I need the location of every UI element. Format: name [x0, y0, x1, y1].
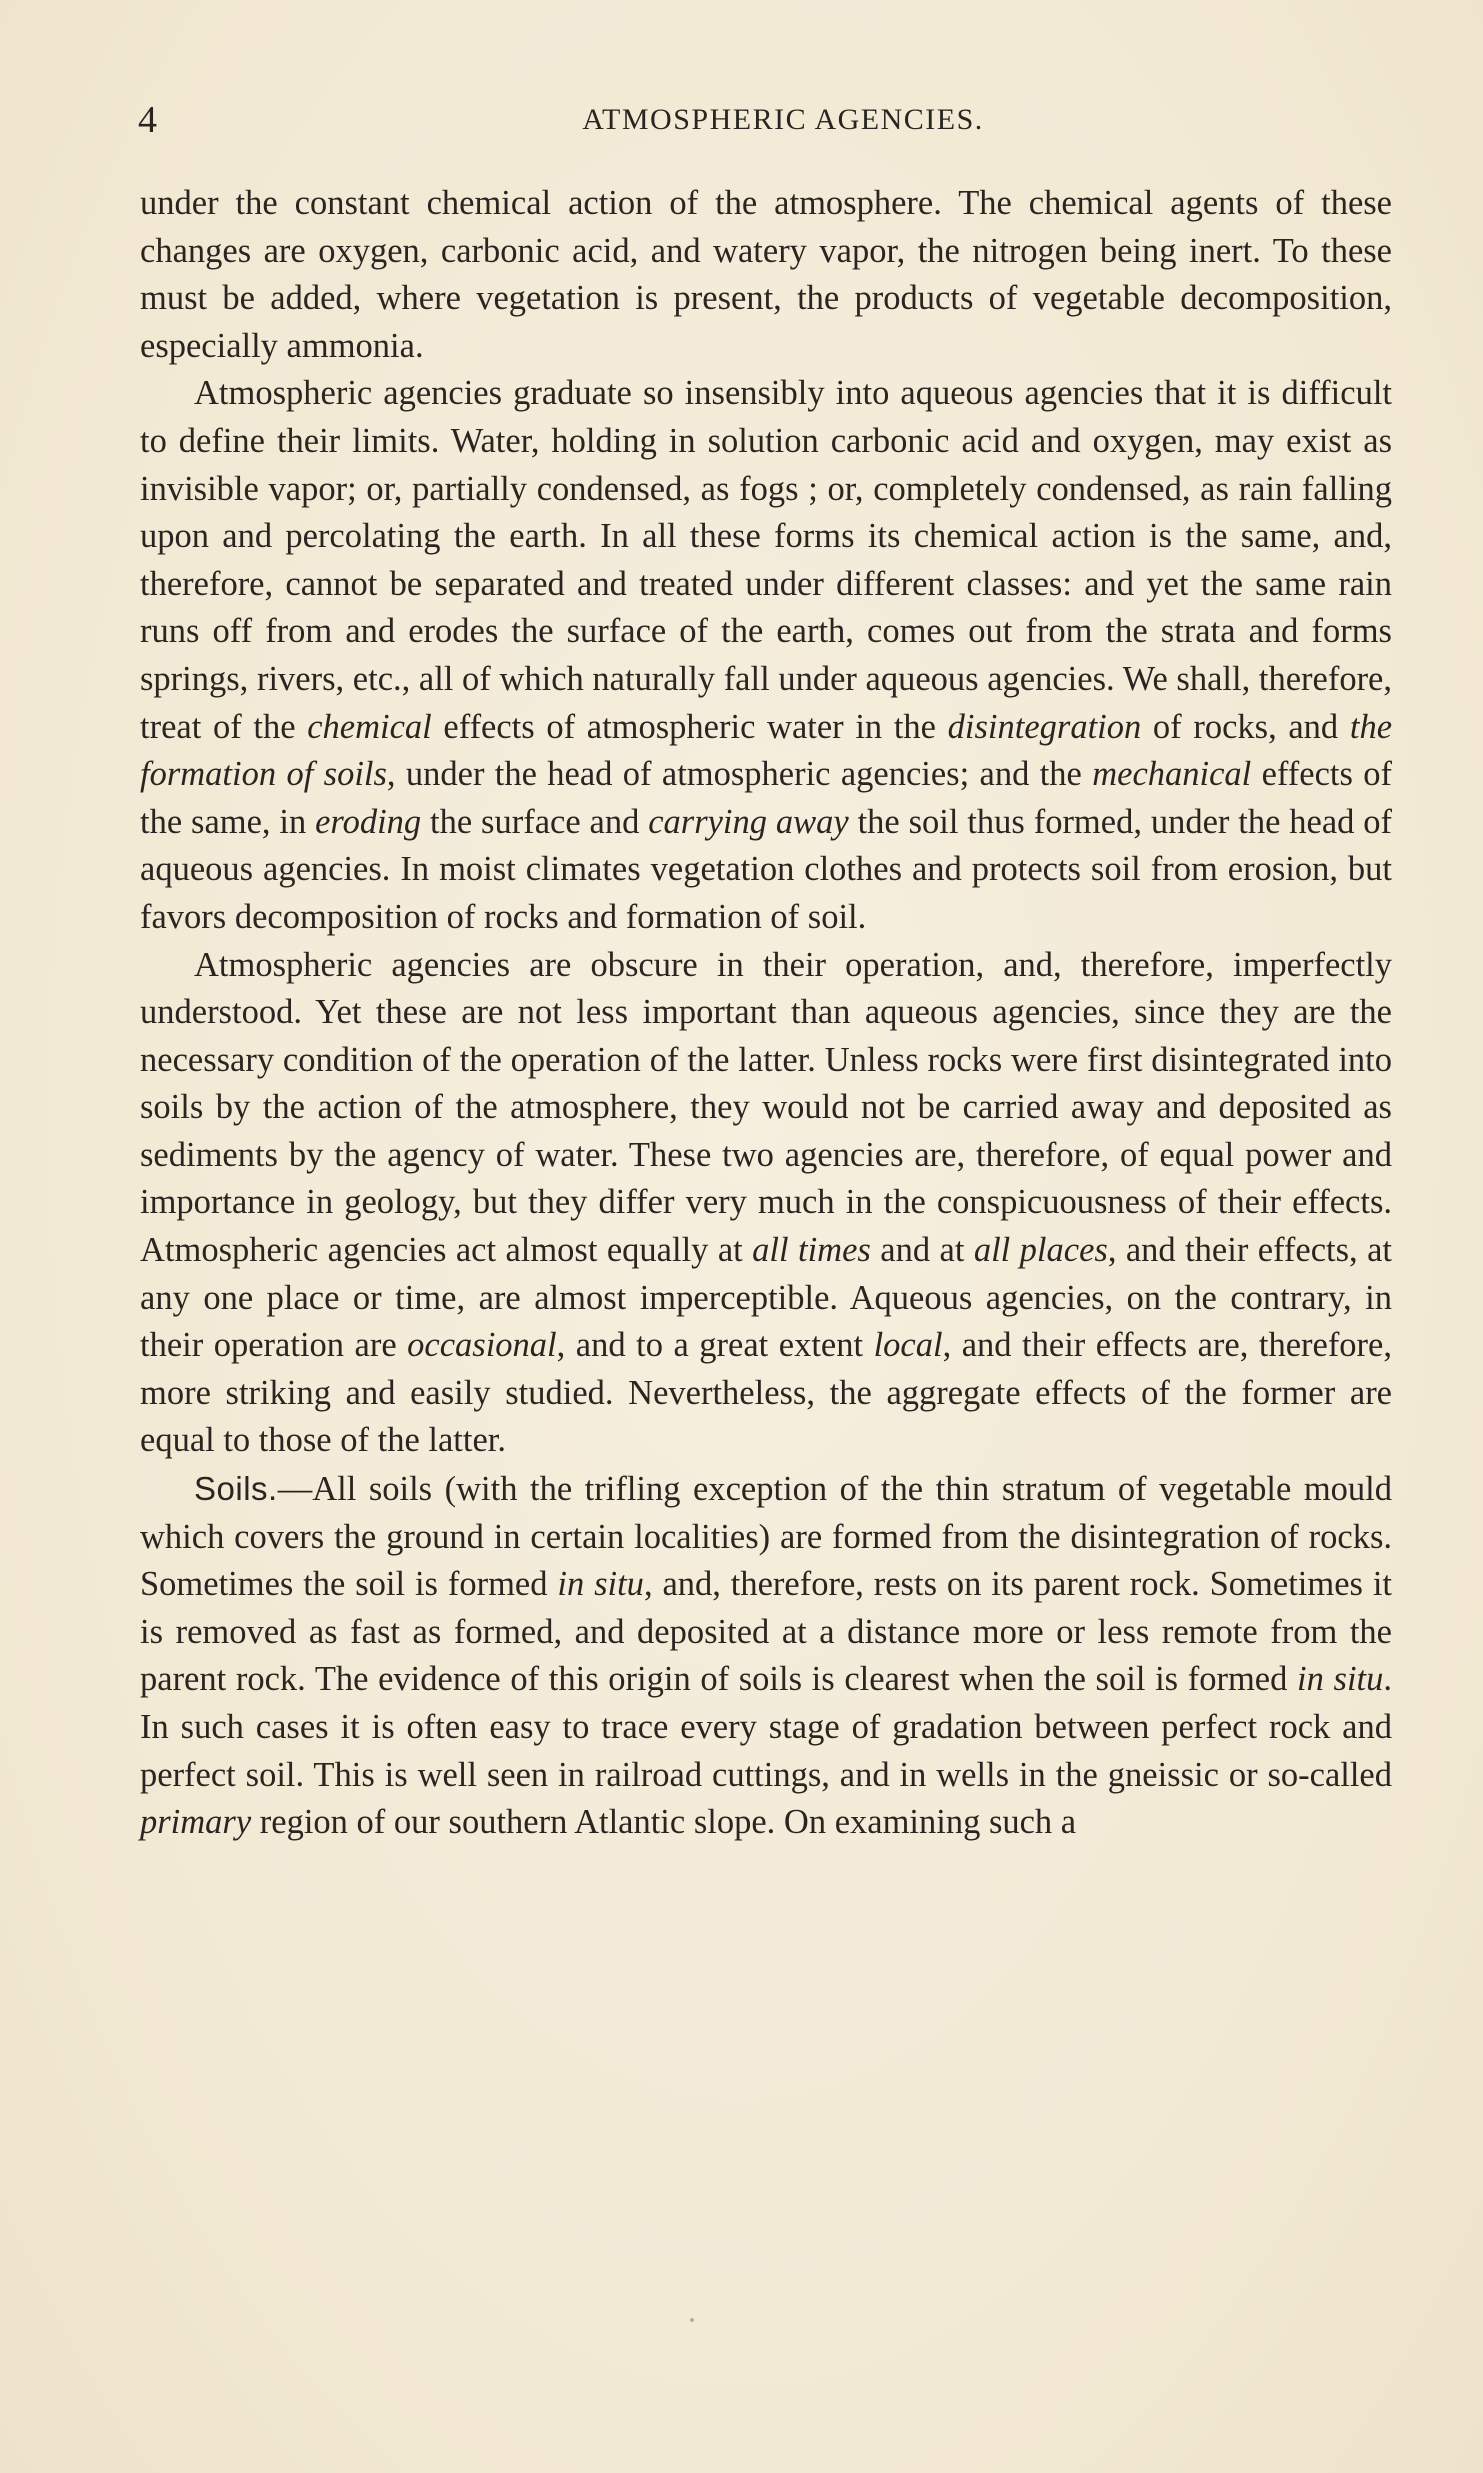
text-run: of rocks, and	[1141, 707, 1350, 746]
paragraph-1	[140, 180, 1392, 370]
emphasis: chemical	[307, 707, 432, 746]
emphasis: mechanical	[1092, 755, 1252, 794]
emphasis: carrying away	[648, 802, 849, 841]
emphasis: the formation of soils	[140, 707, 1393, 794]
running-title: ATMOSPHERIC AGENCIES.	[582, 103, 984, 136]
emphasis: in situ	[557, 1565, 644, 1604]
running-head	[138, 98, 1398, 142]
text-run: , under the head of atmospheric agencies; and the	[386, 755, 1093, 794]
emphasis: all places	[973, 1231, 1108, 1270]
text-run: , and to a great extent	[556, 1326, 874, 1365]
emphasis: primary	[140, 1803, 252, 1842]
section-heading: Soils.	[194, 1470, 278, 1508]
text-run: Atmospheric agencies are obscure in their operation, and, therefore, imperfectly understood. Yet these are not less important than aqueous agencies, since they are the necessary condition of the operation of the latter. Unless rocks were first disintegrated into soils by the action of the atmosphere, they would not be carried away and deposited as sediments by the agency of water. These two agencies are, therefore, of equal power and importance in geology, but they differ very much in the conspicuousness of their effects. Atmospheric agencies act almost equally at	[140, 945, 1392, 1270]
text-run: effects of the same, in	[140, 755, 1392, 841]
emphasis: in situ	[1297, 1660, 1384, 1699]
text-run: , and their effects, at any one place or time, are almost imperceptible. Aqueous agencies, on the contrary, in their operation are	[140, 1231, 1392, 1365]
text-run: . In such cases it is often easy to trace every stage of gradation between perfect rock and perfect soil. This is well seen in railroad cuttings, and in wells in the gneissic or so-called	[140, 1660, 1392, 1794]
paper-speck	[690, 2318, 694, 2322]
text-run: the soil thus formed, under the head of aqueous agencies. In moist climates vegetation clothes and protects soil from erosion, but favors decomposition of rocks and formation of soil.	[140, 802, 1392, 936]
emphasis: disintegration	[947, 707, 1142, 746]
text-run: effects of atmospheric water in the	[431, 707, 948, 746]
text-run: Atmospheric agencies graduate so insensibly into aqueous agencies that it is difficult to define their limits. Water, holding in solution carbonic acid and oxygen, may exist as invisible vapor; or, partially condensed, as fogs ; or, completely condensed, as rain falling upon and percolating the earth. In all these forms its chemical action is the same, and, therefore, cannot be separated and treated under different classes: and yet the same rain runs off from and erodes the surface of the earth, comes out from the strata and forms springs, rivers, etc., all of which naturally fall under aqueous agencies. We shall, therefore, treat of the	[140, 374, 1392, 746]
text-run: , and their effects are, therefore, more striking and easily studied. Nevertheless, the aggregate effects of the former are equal to those of the latter.	[140, 1326, 1392, 1460]
page-number: 4	[138, 99, 157, 141]
text-run: and at	[870, 1231, 974, 1270]
text-run: under the constant chemical action of the atmosphere. The chemical agents of these changes are oxygen, carbonic acid, and watery vapor, the nitrogen being inert. To these must be added, where vegetation is present, the products of vegetable decomposition, especially ammonia.	[140, 184, 1392, 365]
text-run: region of our southern Atlantic slope. On examining such a	[251, 1803, 1077, 1842]
paragraph-soils	[140, 1465, 1392, 1847]
emphasis: local	[873, 1326, 943, 1365]
body-text	[140, 180, 1392, 1847]
text-run: —All soils (with the trifling exception of the thin stratum of vegetable mould which covers the ground in certain localities) are formed from the disintegration of rocks. Sometimes the soil is formed	[140, 1470, 1392, 1604]
paragraph-3	[140, 942, 1392, 1466]
emphasis: all times	[752, 1231, 871, 1270]
emphasis: eroding	[315, 802, 422, 841]
text-run: , and, therefore, rests on its parent rock. Sometimes it is removed as fast as formed, and deposited at a distance more or less remote from the parent rock. The evidence of this origin of soils is clearest when the soil is formed	[140, 1565, 1392, 1699]
text-run: the surface and	[421, 802, 649, 841]
paragraph-2	[140, 370, 1392, 941]
emphasis: occasional	[407, 1326, 557, 1365]
